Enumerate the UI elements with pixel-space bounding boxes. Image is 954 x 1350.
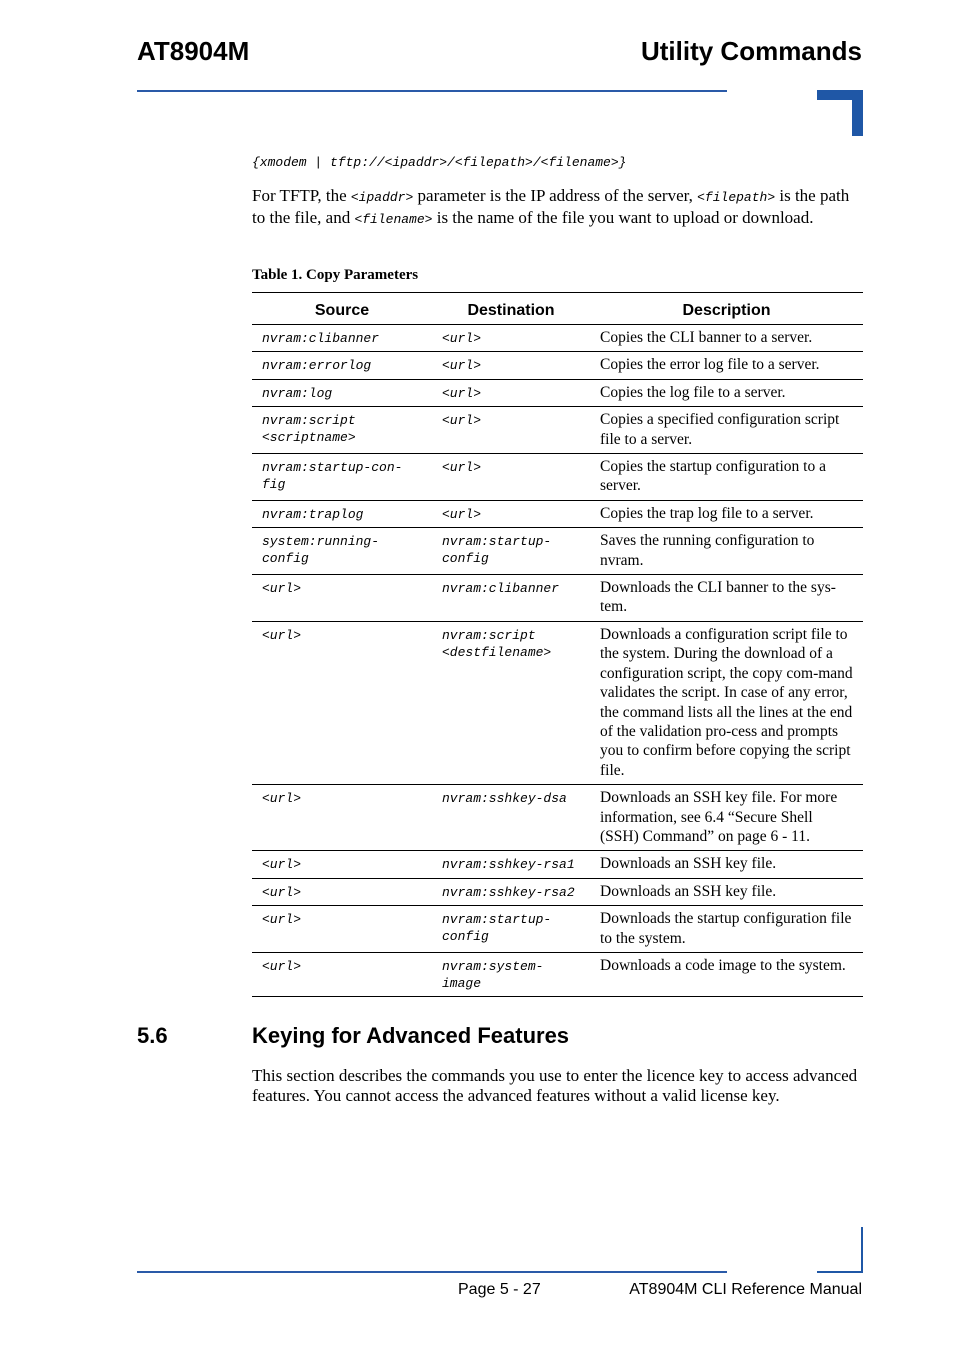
cell-destination: nvram:sshkey-rsa2 <box>432 878 590 905</box>
header-chapter: Utility Commands <box>640 36 862 66</box>
cell-description: Copies the trap log file to a server. <box>590 500 863 527</box>
table-row <box>252 528 863 575</box>
col-header-source: Source <box>252 293 432 325</box>
table-row <box>252 575 863 622</box>
intro-code-filepath: <filepath> <box>697 190 776 205</box>
cell-destination: <url> <box>432 379 590 406</box>
intro-text-2: parameter is the IP address of the server, <box>413 186 698 205</box>
table-row <box>252 352 863 379</box>
cell-destination: nvram:startup-config <box>432 528 590 575</box>
cell-description: Copies the CLI banner to a server. <box>590 325 863 352</box>
table-row <box>252 379 863 406</box>
footer-page-number: Page 5 - 27 <box>458 1281 541 1298</box>
intro-text-1: For TFTP, the <box>252 186 351 205</box>
table-caption: Table 1. Copy Parameters <box>252 267 419 283</box>
cell-description: Downloads the CLI banner to the sys-tem. <box>590 575 863 622</box>
cell-source: nvram:log <box>252 379 432 406</box>
cell-description: Downloads an SSH key file. <box>590 878 863 905</box>
cell-description: Downloads an SSH key file. For more information, see 6.4 “Secure Shell (SSH) Command” on page 6 - 11. <box>590 785 863 851</box>
cell-source: nvram:clibanner <box>252 325 432 352</box>
cell-description: Downloads an SSH key file. <box>590 851 863 878</box>
cell-source: <url> <box>252 952 432 996</box>
section-body: This section describes the commands you use to enter the licence key to access advanced features. You cannot access the advanced features without a valid license key. <box>252 1066 858 1105</box>
cell-source: <url> <box>252 575 432 622</box>
cell-source: <url> <box>252 621 432 784</box>
table-row <box>252 325 863 352</box>
table-row <box>252 952 863 996</box>
intro-text-4: is the name of the file you want to upload or download. <box>432 208 814 227</box>
section-number: 5.6 <box>137 1023 168 1048</box>
intro-text-3: is the path to the file, and <box>252 186 850 227</box>
cell-description: Downloads a code image to the system. <box>590 952 863 996</box>
col-header-destination: Destination <box>432 293 590 325</box>
cell-source: nvram:startup-con-fig <box>252 454 432 501</box>
table-row <box>252 851 863 878</box>
cell-source: <url> <box>252 785 432 851</box>
copy-parameters-table <box>252 292 863 997</box>
table-header-row <box>252 293 863 325</box>
footer-manual-title: AT8904M CLI Reference Manual <box>629 1281 862 1298</box>
cell-destination: <url> <box>432 352 590 379</box>
corner-mark-bottom-vertical <box>861 1227 863 1273</box>
table-row <box>252 407 863 454</box>
cell-destination: nvram:startup-config <box>432 906 590 953</box>
header-rule <box>137 90 727 92</box>
cell-description: Saves the running configuration to nvram. <box>590 528 863 575</box>
cell-source: <url> <box>252 851 432 878</box>
col-header-description: Description <box>590 293 863 325</box>
table-row <box>252 906 863 953</box>
cell-source: nvram:traplog <box>252 500 432 527</box>
cell-description: Copies the startup configuration to a server. <box>590 454 863 501</box>
table-row <box>252 454 863 501</box>
cell-source: <url> <box>252 906 432 953</box>
section-title: Keying for Advanced Features <box>252 1023 570 1048</box>
command-syntax: {xmodem | tftp://<ipaddr>/<filepath>/<filename>} <box>252 155 627 170</box>
table-row <box>252 621 863 784</box>
cell-destination: <url> <box>432 454 590 501</box>
cell-destination: nvram:sshkey-dsa <box>432 785 590 851</box>
cell-source: system:running-config <box>252 528 432 575</box>
table-row <box>252 878 863 905</box>
header-product: AT8904M <box>137 36 250 66</box>
cell-source: nvram:script <scriptname> <box>252 407 432 454</box>
cell-description: Copies a specified configuration script file to a server. <box>590 407 863 454</box>
cell-destination: <url> <box>432 500 590 527</box>
cell-description: Downloads a configuration script file to the system. During the download of a configuration script, the copy com-mand validates the script. In case of any error, the command lists all the lines at the end of the validation pro-cess and prompts you to confirm before copying the script file. <box>590 621 863 784</box>
cell-destination: nvram:clibanner <box>432 575 590 622</box>
footer-rule <box>137 1271 727 1273</box>
cell-destination: nvram:script <destfilename> <box>432 621 590 784</box>
intro-paragraph <box>252 186 860 230</box>
table-row <box>252 785 863 851</box>
corner-mark-top <box>817 90 863 136</box>
cell-destination: nvram:sshkey-rsa1 <box>432 851 590 878</box>
cell-destination: nvram:system-image <box>432 952 590 996</box>
cell-description: Downloads the startup configuration file to the system. <box>590 906 863 953</box>
cell-description: Copies the log file to a server. <box>590 379 863 406</box>
table-row <box>252 500 863 527</box>
intro-code-filename: <filename> <box>354 212 433 227</box>
cell-description: Copies the error log file to a server. <box>590 352 863 379</box>
cell-source: <url> <box>252 878 432 905</box>
intro-code-ipaddr: <ipaddr> <box>350 190 414 205</box>
corner-mark-bottom-horizontal <box>817 1271 863 1273</box>
cell-destination: <url> <box>432 325 590 352</box>
cell-source: nvram:errorlog <box>252 352 432 379</box>
cell-destination: <url> <box>432 407 590 454</box>
